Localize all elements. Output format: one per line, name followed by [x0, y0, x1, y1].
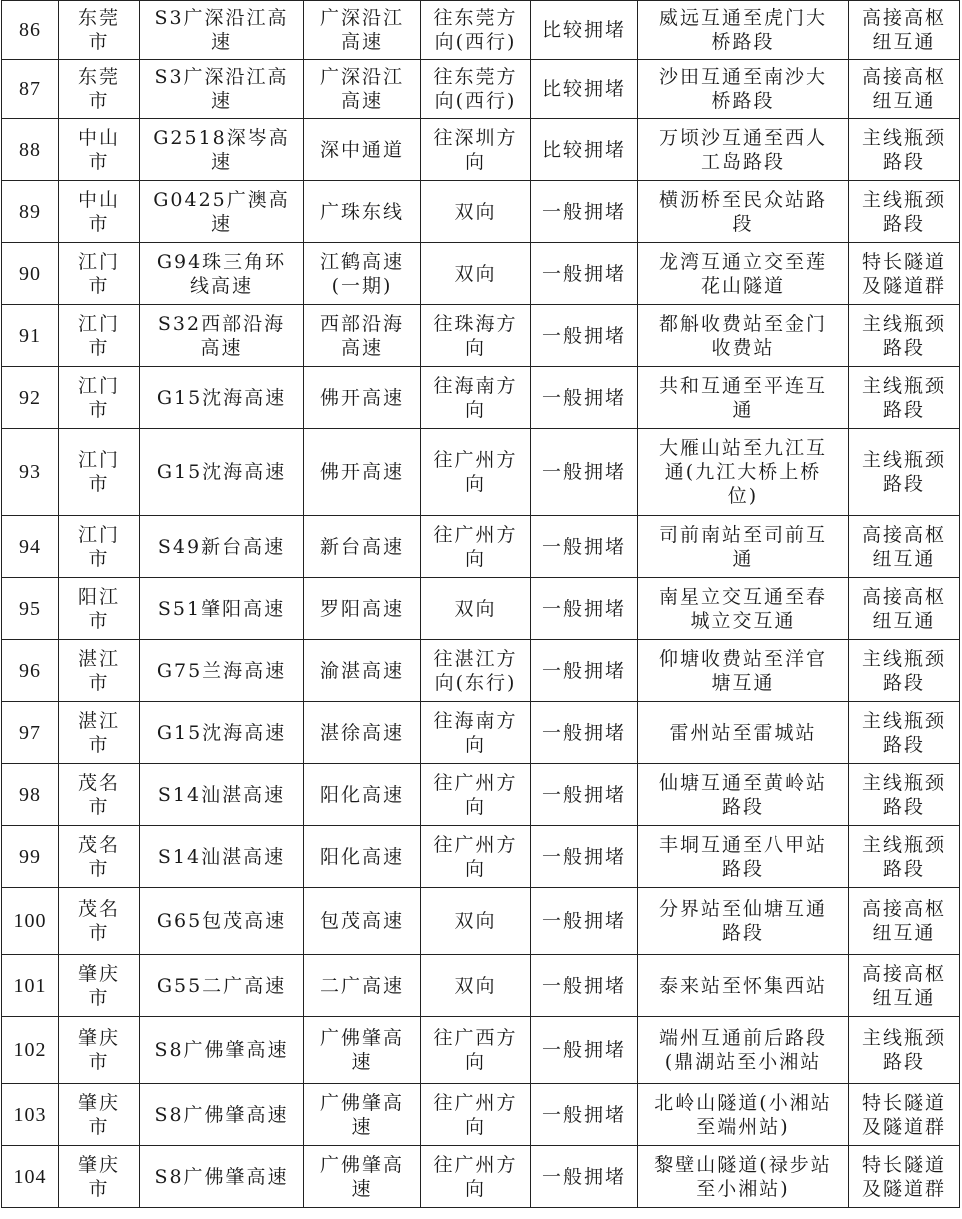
- section-cell: 广佛肇高速: [304, 1084, 421, 1146]
- road-cell: G15沈海高速: [140, 429, 304, 516]
- table-row: [2, 888, 960, 955]
- city-cell: 东莞市: [59, 1, 140, 60]
- road-cell: S8广佛肇高速: [140, 1017, 304, 1084]
- section-cell: 广深沿江高速: [304, 60, 421, 119]
- congestion-level-cell: 一般拥堵: [531, 429, 638, 516]
- type-cell: 主线瓶颈路段: [849, 305, 960, 367]
- row-number: 93: [2, 429, 59, 516]
- section-cell: 罗阳高速: [304, 578, 421, 640]
- location-cell: 横沥桥至民众站路段: [638, 181, 849, 243]
- city-cell: 湛江市: [59, 702, 140, 764]
- table-row: [2, 764, 960, 826]
- city-cell: 肇庆市: [59, 1146, 140, 1208]
- table-row: [2, 1084, 960, 1146]
- road-cell: S14汕湛高速: [140, 764, 304, 826]
- table-row: [2, 1, 960, 60]
- row-number: 88: [2, 119, 59, 181]
- section-cell: 新台高速: [304, 516, 421, 578]
- table-row: [2, 702, 960, 764]
- section-cell: 阳化高速: [304, 826, 421, 888]
- type-cell: 主线瓶颈路段: [849, 702, 960, 764]
- row-number: 101: [2, 955, 59, 1017]
- road-cell: G0425广澳高速: [140, 181, 304, 243]
- direction-cell: 往东莞方向(西行): [421, 1, 531, 60]
- location-cell: 南星立交互通至春城立交互通: [638, 578, 849, 640]
- type-cell: 特长隧道及隧道群: [849, 1146, 960, 1208]
- location-cell: 威远互通至虎门大桥路段: [638, 1, 849, 60]
- direction-cell: 往广州方向: [421, 1084, 531, 1146]
- type-cell: 高接高枢纽互通: [849, 578, 960, 640]
- location-cell: 都斛收费站至金门收费站: [638, 305, 849, 367]
- table-row: [2, 1017, 960, 1084]
- city-cell: 江门市: [59, 516, 140, 578]
- type-cell: 特长隧道及隧道群: [849, 243, 960, 305]
- congestion-level-cell: 比较拥堵: [531, 1, 638, 60]
- section-cell: 阳化高速: [304, 764, 421, 826]
- table-row: [2, 1146, 960, 1208]
- congestion-level-cell: 一般拥堵: [531, 955, 638, 1017]
- location-cell: 分界站至仙塘互通路段: [638, 888, 849, 955]
- row-number: 97: [2, 702, 59, 764]
- direction-cell: 双向: [421, 955, 531, 1017]
- section-cell: 深中通道: [304, 119, 421, 181]
- type-cell: 主线瓶颈路段: [849, 826, 960, 888]
- table-row: [2, 429, 960, 516]
- city-cell: 肇庆市: [59, 1017, 140, 1084]
- direction-cell: 往广州方向: [421, 1146, 531, 1208]
- section-cell: 广珠东线: [304, 181, 421, 243]
- row-number: 89: [2, 181, 59, 243]
- location-cell: 沙田互通至南沙大桥路段: [638, 60, 849, 119]
- city-cell: 茂名市: [59, 826, 140, 888]
- city-cell: 肇庆市: [59, 1084, 140, 1146]
- congestion-level-cell: 一般拥堵: [531, 181, 638, 243]
- location-cell: 共和互通至平连互通: [638, 367, 849, 429]
- row-number: 103: [2, 1084, 59, 1146]
- table-row: [2, 955, 960, 1017]
- row-number: 98: [2, 764, 59, 826]
- row-number: 90: [2, 243, 59, 305]
- type-cell: 高接高枢纽互通: [849, 60, 960, 119]
- row-number: 104: [2, 1146, 59, 1208]
- location-cell: 丰垌互通至八甲站路段: [638, 826, 849, 888]
- road-cell: S32西部沿海高速: [140, 305, 304, 367]
- direction-cell: 往海南方向: [421, 702, 531, 764]
- direction-cell: 往珠海方向: [421, 305, 531, 367]
- congestion-level-cell: 比较拥堵: [531, 60, 638, 119]
- type-cell: 特长隧道及隧道群: [849, 1084, 960, 1146]
- location-cell: 雷州站至雷城站: [638, 702, 849, 764]
- row-number: 92: [2, 367, 59, 429]
- congestion-level-cell: 一般拥堵: [531, 702, 638, 764]
- congestion-level-cell: 一般拥堵: [531, 243, 638, 305]
- table-row: [2, 305, 960, 367]
- row-number: 94: [2, 516, 59, 578]
- location-cell: 黎壁山隧道(禄步站至小湘站): [638, 1146, 849, 1208]
- road-cell: S8广佛肇高速: [140, 1146, 304, 1208]
- type-cell: 主线瓶颈路段: [849, 119, 960, 181]
- location-cell: 万顷沙互通至西人工岛路段: [638, 119, 849, 181]
- road-cell: G65包茂高速: [140, 888, 304, 955]
- section-cell: 广佛肇高速: [304, 1017, 421, 1084]
- road-cell: S49新台高速: [140, 516, 304, 578]
- location-cell: 泰来站至怀集西站: [638, 955, 849, 1017]
- direction-cell: 往广州方向: [421, 516, 531, 578]
- section-cell: 湛徐高速: [304, 702, 421, 764]
- congestion-level-cell: 一般拥堵: [531, 764, 638, 826]
- location-cell: 端州互通前后路段(鼎湖站至小湘站: [638, 1017, 849, 1084]
- direction-cell: 双向: [421, 888, 531, 955]
- type-cell: 主线瓶颈路段: [849, 764, 960, 826]
- row-number: 95: [2, 578, 59, 640]
- city-cell: 东莞市: [59, 60, 140, 119]
- direction-cell: 往广州方向: [421, 826, 531, 888]
- direction-cell: 双向: [421, 181, 531, 243]
- road-cell: S51肇阳高速: [140, 578, 304, 640]
- city-cell: 肇庆市: [59, 955, 140, 1017]
- road-cell: S14汕湛高速: [140, 826, 304, 888]
- table-row: [2, 516, 960, 578]
- congestion-level-cell: 一般拥堵: [531, 1146, 638, 1208]
- city-cell: 阳江市: [59, 578, 140, 640]
- type-cell: 高接高枢纽互通: [849, 516, 960, 578]
- type-cell: 高接高枢纽互通: [849, 1, 960, 60]
- type-cell: 主线瓶颈路段: [849, 429, 960, 516]
- type-cell: 高接高枢纽互通: [849, 955, 960, 1017]
- road-cell: S3广深沿江高速: [140, 60, 304, 119]
- table-row: [2, 243, 960, 305]
- direction-cell: 往东莞方向(西行): [421, 60, 531, 119]
- type-cell: 主线瓶颈路段: [849, 367, 960, 429]
- row-number: 91: [2, 305, 59, 367]
- road-cell: S8广佛肇高速: [140, 1084, 304, 1146]
- road-cell: G2518深岑高速: [140, 119, 304, 181]
- location-cell: 仙塘互通至黄岭站路段: [638, 764, 849, 826]
- direction-cell: 双向: [421, 243, 531, 305]
- congestion-table: [1, 0, 960, 1208]
- section-cell: 江鹤高速(一期): [304, 243, 421, 305]
- direction-cell: 往海南方向: [421, 367, 531, 429]
- table-body: [2, 1, 960, 1208]
- direction-cell: 往深圳方向: [421, 119, 531, 181]
- road-cell: G15沈海高速: [140, 367, 304, 429]
- direction-cell: 往广州方向: [421, 764, 531, 826]
- city-cell: 江门市: [59, 243, 140, 305]
- city-cell: 江门市: [59, 367, 140, 429]
- congestion-level-cell: 一般拥堵: [531, 1017, 638, 1084]
- table-row: [2, 826, 960, 888]
- congestion-level-cell: 一般拥堵: [531, 888, 638, 955]
- direction-cell: 往湛江方向(东行): [421, 640, 531, 702]
- congestion-level-cell: 一般拥堵: [531, 578, 638, 640]
- road-cell: G15沈海高速: [140, 702, 304, 764]
- road-cell: G55二广高速: [140, 955, 304, 1017]
- row-number: 99: [2, 826, 59, 888]
- city-cell: 江门市: [59, 305, 140, 367]
- row-number: 87: [2, 60, 59, 119]
- row-number: 102: [2, 1017, 59, 1084]
- road-cell: S3广深沿江高速: [140, 1, 304, 60]
- section-cell: 广深沿江高速: [304, 1, 421, 60]
- city-cell: 中山市: [59, 119, 140, 181]
- road-cell: G94珠三角环线高速: [140, 243, 304, 305]
- congestion-level-cell: 一般拥堵: [531, 640, 638, 702]
- type-cell: 主线瓶颈路段: [849, 181, 960, 243]
- congestion-level-cell: 一般拥堵: [531, 305, 638, 367]
- city-cell: 湛江市: [59, 640, 140, 702]
- congestion-level-cell: 一般拥堵: [531, 367, 638, 429]
- congestion-level-cell: 一般拥堵: [531, 516, 638, 578]
- table-row: [2, 119, 960, 181]
- direction-cell: 双向: [421, 578, 531, 640]
- section-cell: 佛开高速: [304, 429, 421, 516]
- row-number: 86: [2, 1, 59, 60]
- location-cell: 仰塘收费站至洋官塘互通: [638, 640, 849, 702]
- table-row: [2, 640, 960, 702]
- road-cell: G75兰海高速: [140, 640, 304, 702]
- direction-cell: 往广西方向: [421, 1017, 531, 1084]
- congestion-level-cell: 比较拥堵: [531, 119, 638, 181]
- section-cell: 西部沿海高速: [304, 305, 421, 367]
- table-row: [2, 60, 960, 119]
- section-cell: 包茂高速: [304, 888, 421, 955]
- city-cell: 中山市: [59, 181, 140, 243]
- location-cell: 龙湾互通立交至莲花山隧道: [638, 243, 849, 305]
- city-cell: 茂名市: [59, 764, 140, 826]
- congestion-level-cell: 一般拥堵: [531, 826, 638, 888]
- type-cell: 主线瓶颈路段: [849, 1017, 960, 1084]
- row-number: 100: [2, 888, 59, 955]
- type-cell: 高接高枢纽互通: [849, 888, 960, 955]
- section-cell: 渝湛高速: [304, 640, 421, 702]
- city-cell: 茂名市: [59, 888, 140, 955]
- city-cell: 江门市: [59, 429, 140, 516]
- table-row: [2, 181, 960, 243]
- section-cell: 二广高速: [304, 955, 421, 1017]
- congestion-level-cell: 一般拥堵: [531, 1084, 638, 1146]
- location-cell: 北岭山隧道(小湘站至端州站): [638, 1084, 849, 1146]
- type-cell: 主线瓶颈路段: [849, 640, 960, 702]
- location-cell: 大雁山站至九江互通(九江大桥上桥位): [638, 429, 849, 516]
- table-row: [2, 578, 960, 640]
- table-row: [2, 367, 960, 429]
- direction-cell: 往广州方向: [421, 429, 531, 516]
- location-cell: 司前南站至司前互通: [638, 516, 849, 578]
- section-cell: 广佛肇高速: [304, 1146, 421, 1208]
- row-number: 96: [2, 640, 59, 702]
- section-cell: 佛开高速: [304, 367, 421, 429]
